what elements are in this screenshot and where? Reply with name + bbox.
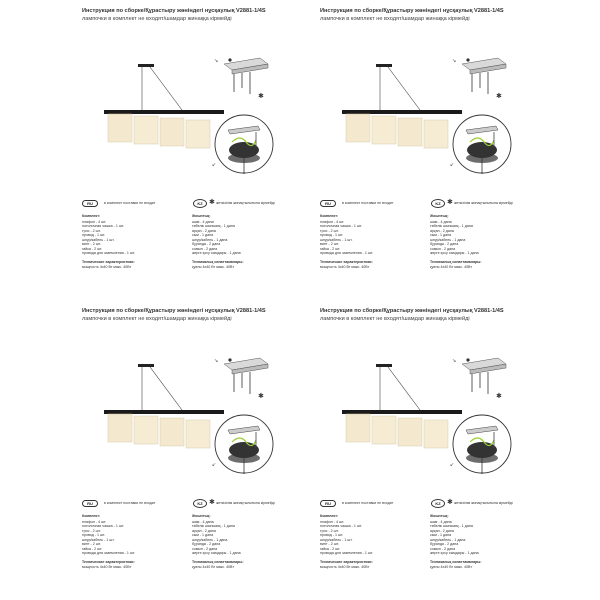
contents-ru	[82, 214, 182, 270]
list-item: шам - 4 дана	[192, 219, 214, 224]
not-included-note: в комплект поставки не входит	[342, 201, 394, 205]
list-item: сым - 1 дана	[430, 233, 452, 237]
list-item: провод - 1 шт.	[320, 533, 344, 537]
specs-heading: Технические характеристики:	[82, 259, 135, 264]
mounting-bracket-detail	[210, 48, 272, 106]
list-item: потолочная чашка - 1 шт.	[82, 524, 124, 528]
contents-heading: Комплект:	[82, 514, 101, 518]
kz-not-included-note: жеткізілім жинақтылығына кірмейді	[454, 201, 513, 205]
contents-heading: Жиынтық:	[430, 514, 449, 518]
ru-badge: RU	[320, 500, 336, 507]
contents-heading: Комплект:	[320, 214, 339, 218]
svg-text:↘: ↘	[214, 358, 219, 364]
instruction-sheet	[310, 8, 540, 278]
list-item: трос - 2 шт.	[320, 228, 339, 233]
list-item: трос - 2 шт.	[320, 528, 339, 533]
instruction-sheet	[310, 308, 540, 578]
kz-not-included-note: жеткізілім жинақтылығына кірмейді	[216, 201, 275, 205]
list-item: гайка - 2 шт.	[320, 246, 341, 251]
list-item: мощность 4х40 Вт макс. 40Вт	[320, 565, 370, 569]
specs-heading: Технические характеристики:	[82, 559, 135, 564]
list-item: сомын - 2 дана	[192, 246, 218, 251]
list-item: шнур/кабель - 1 шт.	[82, 237, 115, 242]
star-icon: ✱	[209, 199, 215, 206]
list-item: қуаты 4х40 Вт макс. 40Вт	[430, 565, 472, 569]
list-item: шнур/кабель - 1 дана	[192, 237, 228, 242]
list-item: төбелік шыныаяқ - 1 дана	[192, 224, 235, 228]
mounting-bracket-detail	[448, 48, 510, 106]
svg-text:✱: ✱	[258, 392, 264, 400]
list-item: сым - 1 дана	[430, 533, 452, 537]
svg-text:↙: ↙	[212, 462, 217, 468]
contents-heading: Жиынтық:	[192, 514, 211, 518]
list-item: сомын - 2 дана	[192, 546, 218, 551]
svg-text:✱: ✱	[258, 92, 264, 100]
list-item: потолочная чашка - 1 шт.	[320, 224, 362, 228]
svg-text:↙: ↙	[212, 162, 217, 168]
list-item: шам - 4 дана	[430, 519, 452, 524]
specs-heading: Технические характеристики:	[320, 559, 373, 564]
list-item: жерге қосу сымдары - 1 дана	[430, 551, 479, 555]
instruction-subtitle: лампочки в комплект не входят/шамдар жинаққа кірмейді	[82, 16, 232, 22]
list-item: арқан - 2 дана	[430, 228, 454, 233]
list-item: шнур/кабель - 1 шт.	[320, 537, 353, 542]
list-item: бұранда - 2 дана	[192, 542, 221, 546]
list-item: винт - 2 шт.	[320, 542, 339, 546]
contents-ru	[320, 214, 420, 270]
ceiling-cup-detail	[212, 112, 274, 176]
badge-row	[320, 198, 540, 210]
list-item: гайка - 2 шт.	[82, 546, 103, 551]
contents-ru	[82, 514, 182, 570]
badge-row	[320, 498, 540, 510]
svg-text:↘: ↘	[214, 58, 219, 64]
list-item: плафон - 4 шт.	[82, 519, 107, 524]
badge-row	[82, 498, 302, 510]
list-item: жерге қосу сымдары - 1 дана	[192, 251, 241, 255]
list-item: плафон - 4 шт.	[82, 219, 107, 224]
list-item: арқан - 2 дана	[430, 528, 454, 533]
list-item: провод - 1 шт.	[320, 233, 344, 237]
list-item: шам - 4 дана	[430, 219, 452, 224]
instruction-subtitle: лампочки в комплект не входят/шамдар жинаққа кірмейді	[320, 316, 470, 322]
kz-badge: KZ	[193, 199, 207, 208]
list-item: шнур/кабель - 1 дана	[192, 537, 228, 542]
contents-kz	[430, 214, 530, 270]
instruction-sheet	[72, 308, 302, 578]
list-item: провода для заземления - 1 шт.	[82, 551, 135, 555]
contents-kz	[192, 514, 292, 570]
list-item: сым - 1 дана	[192, 233, 214, 237]
list-item: винт - 2 шт.	[82, 542, 101, 546]
instruction-title: Инструкция по сборке/Құрастыру жөніндегі нұсқаулық V2881-1/4S	[320, 8, 504, 14]
star-icon: ✱	[447, 199, 453, 206]
list-item: винт - 2 шт.	[320, 242, 339, 246]
list-item: бұранда - 2 дана	[192, 242, 221, 246]
list-item: потолочная чашка - 1 шт.	[82, 224, 124, 228]
contents-heading: Комплект:	[82, 214, 101, 218]
svg-text:↘: ↘	[452, 358, 457, 364]
list-item: гайка - 2 шт.	[320, 546, 341, 551]
kz-not-included-note: жеткізілім жинақтылығына кірмейді	[454, 501, 513, 505]
list-item: төбелік шыныаяқ - 1 дана	[430, 524, 473, 528]
list-item: арқан - 2 дана	[192, 528, 216, 533]
contents-kz	[430, 514, 530, 570]
list-item: трос - 2 шт.	[82, 528, 101, 533]
list-item: потолочная чашка - 1 шт.	[320, 524, 362, 528]
svg-text:↘: ↘	[452, 58, 457, 64]
instruction-subtitle: лампочки в комплект не входят/шамдар жинаққа кірмейді	[320, 16, 470, 22]
ru-badge: RU	[82, 500, 98, 507]
list-item: төбелік шыныаяқ - 1 дана	[192, 524, 235, 528]
list-item: шнур/кабель - 1 дана	[430, 237, 466, 242]
contents-ru	[320, 514, 420, 570]
list-item: провода для заземления - 1 шт.	[320, 551, 373, 555]
badge-row	[82, 198, 302, 210]
specs-heading: Техникалық сипаттамалары:	[192, 559, 244, 564]
list-item: гайка - 2 шт.	[82, 246, 103, 251]
list-item: бұранда - 2 дана	[430, 242, 459, 246]
contents-heading: Жиынтық:	[430, 214, 449, 218]
list-item: жерге қосу сымдары - 1 дана	[430, 251, 479, 255]
mounting-bracket-detail	[210, 348, 272, 406]
ceiling-cup-detail	[450, 412, 512, 476]
list-item: сомын - 2 дана	[430, 246, 456, 251]
list-item: плафон - 4 шт.	[320, 219, 345, 224]
svg-text:✱: ✱	[496, 392, 502, 400]
svg-text:↙: ↙	[450, 162, 455, 168]
kz-badge: KZ	[431, 199, 445, 208]
contents-heading: Комплект:	[320, 514, 339, 518]
not-included-note: в комплект поставки не входит	[342, 501, 394, 505]
list-item: шнур/кабель - 1 шт.	[320, 237, 353, 242]
list-item: бұранда - 2 дана	[430, 542, 459, 546]
kz-badge: KZ	[193, 499, 207, 508]
list-item: қуаты 4х40 Вт макс. 40Вт	[430, 265, 472, 269]
not-included-note: в комплект поставки не входит	[104, 201, 156, 205]
specs-heading: Техникалық сипаттамалары:	[430, 559, 482, 564]
ceiling-cup-detail	[450, 112, 512, 176]
specs-heading: Техникалық сипаттамалары:	[192, 259, 244, 264]
list-item: арқан - 2 дана	[192, 228, 216, 233]
list-item: төбелік шыныаяқ - 1 дана	[430, 224, 473, 228]
list-item: шнур/кабель - 1 шт.	[82, 537, 115, 542]
star-icon: ✱	[447, 499, 453, 506]
list-item: мощность 4х40 Вт макс. 40Вт	[82, 265, 132, 269]
specs-heading: Технические характеристики:	[320, 259, 373, 264]
list-item: мощность 4х40 Вт макс. 40Вт	[320, 265, 370, 269]
list-item: қуаты 4х40 Вт макс. 40Вт	[192, 265, 234, 269]
list-item: мощность 4х40 Вт макс. 40Вт	[82, 565, 132, 569]
ceiling-cup-detail	[212, 412, 274, 476]
list-item: шам - 4 дана	[192, 519, 214, 524]
list-item: шнур/кабель - 1 дана	[430, 537, 466, 542]
svg-text:✱: ✱	[496, 92, 502, 100]
list-item: плафон - 4 шт.	[320, 519, 345, 524]
mounting-bracket-detail	[448, 348, 510, 406]
ru-badge: RU	[82, 200, 98, 207]
list-item: сым - 1 дана	[192, 533, 214, 537]
specs-heading: Техникалық сипаттамалары:	[430, 259, 482, 264]
list-item: провод - 1 шт.	[82, 533, 106, 537]
list-item: қуаты 4х40 Вт макс. 40Вт	[192, 565, 234, 569]
svg-text:↙: ↙	[450, 462, 455, 468]
list-item: провод - 1 шт.	[82, 233, 106, 237]
kz-not-included-note: жеткізілім жинақтылығына кірмейді	[216, 501, 275, 505]
instruction-sheet	[72, 8, 302, 278]
kz-badge: KZ	[431, 499, 445, 508]
instruction-subtitle: лампочки в комплект не входят/шамдар жинаққа кірмейді	[82, 316, 232, 322]
not-included-note: в комплект поставки не входит	[104, 501, 156, 505]
instruction-title: Инструкция по сборке/Құрастыру жөніндегі нұсқаулық V2881-1/4S	[82, 8, 266, 14]
list-item: сомын - 2 дана	[430, 546, 456, 551]
instruction-title: Инструкция по сборке/Құрастыру жөніндегі нұсқаулық V2881-1/4S	[82, 308, 266, 314]
list-item: трос - 2 шт.	[82, 228, 101, 233]
instruction-title: Инструкция по сборке/Құрастыру жөніндегі нұсқаулық V2881-1/4S	[320, 308, 504, 314]
contents-heading: Жиынтық:	[192, 214, 211, 218]
list-item: провода для заземления - 1 шт.	[320, 251, 373, 255]
list-item: провода для заземления - 1 шт.	[82, 251, 135, 255]
list-item: жерге қосу сымдары - 1 дана	[192, 551, 241, 555]
ru-badge: RU	[320, 200, 336, 207]
contents-kz	[192, 214, 292, 270]
list-item: винт - 2 шт.	[82, 242, 101, 246]
star-icon: ✱	[209, 499, 215, 506]
